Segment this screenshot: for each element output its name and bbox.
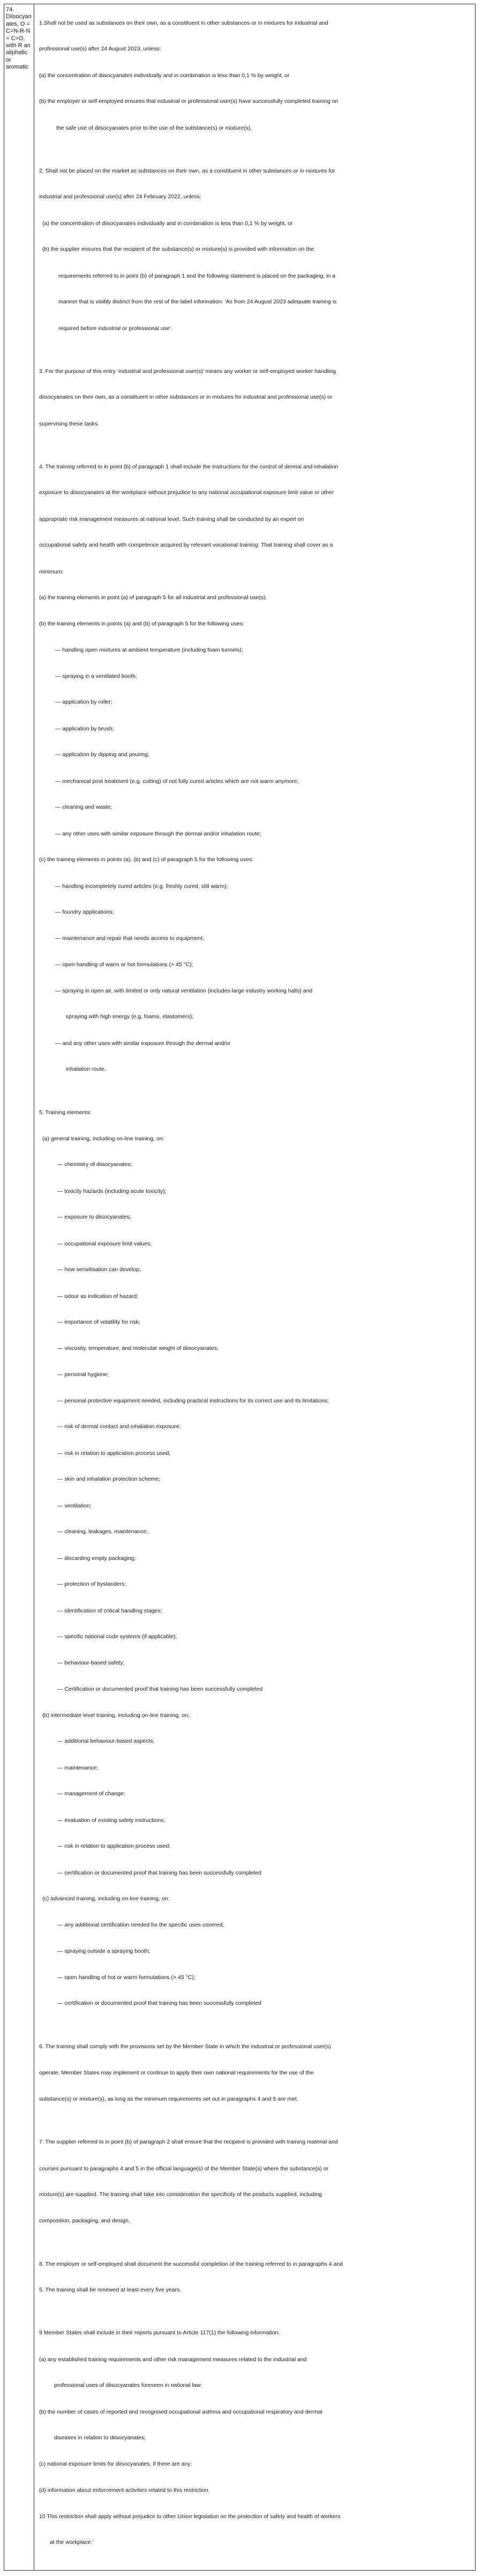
text-line: professional uses of diisocyanates foreseen in national law; <box>54 2382 202 2388</box>
text-line: diseases in relation to diisocyanates; <box>54 2435 146 2441</box>
text-line: — open handling of hot or warm formulations (> 45 °C); <box>57 1974 195 1981</box>
text-line: industrial and professional use(s) after 24 February 2022, unless: <box>39 193 201 200</box>
text-line: — handling open mixtures at ambient temperature (including foam tunnels); <box>55 647 243 653</box>
text-line: 4. The training referred to in point (b) of paragraph 1 shall include the instructions for the control of dermal and inhalation <box>39 464 338 470</box>
text-line: spraying with high energy (e.g. foams, elastomers); <box>66 1013 194 1020</box>
text-line: 5. The training shall be renewed at least every five years. <box>39 2287 182 2293</box>
text-line: — specific national code systems (if applicable); <box>57 1633 177 1640</box>
text-line: — maintenance and repair that needs access to equipment; <box>55 935 204 942</box>
text-line: 7. The supplier referred to in point (b) of paragraph 2 shall ensure that the recipient is provided with training material and <box>39 2139 338 2145</box>
text-line: — open handling of warm or hot formulations (> 45 °C); <box>55 961 193 968</box>
text-line: — mechanical post treatment (e.g. cutting) of not fully cured articles which are not warm anymore; <box>55 778 299 785</box>
text-line: (b) the number of cases of reported and recognised occupational asthma and occupational respiratory and dermal <box>39 2409 322 2415</box>
text-line: — application by roller; <box>55 699 112 705</box>
text-line: inhalation route. <box>66 1066 106 1072</box>
text-line: — importance of volatility for risk; <box>57 1319 140 1325</box>
text-line: operate. Member States may implement or continue to apply their own national requirements for the use of the <box>39 2070 314 2076</box>
text-line: — skin and inhalation protection scheme; <box>57 1476 161 1482</box>
text-line: supervising these tasks. <box>39 421 100 427</box>
text-line: — identification of critical handling stages; <box>57 1608 162 1614</box>
text-line: (a) the concentration of diisocyanates individually and in combination is less than 0,1 % by weight, or <box>39 72 290 79</box>
text-line: (c) advanced training, including on-line training, on: <box>42 1895 170 1902</box>
text-line: — handling incompletely cured articles (e.g. freshly cured, still warm); <box>55 883 228 890</box>
text-line: — additional behaviour-based aspects; <box>57 1738 155 1744</box>
text-line: 1.Shall not be used as substances on their own, as a constituent in other substances or in mixtures for industrial and <box>39 20 328 26</box>
text-line: — evaluation of existing safety instructions; <box>57 1817 165 1824</box>
entry-designation-cell <box>4 4 34 2570</box>
text-line: professional use(s) after 24 August 2023, unless: <box>39 46 161 52</box>
text-line: minimum: <box>39 569 64 575</box>
text-line: (a) the training elements in point (a) of paragraph 5 for all industrial and professional use(s). <box>39 594 267 601</box>
text-line: (b) the employer or self-employed ensures that industrial or professional user(s) have successfully completed training on <box>39 98 338 104</box>
text-line: — management of change; <box>57 1790 125 1797</box>
text-line: manner that is visibly distinct from the rest of the label information: ‘As from 24 August 2023 adequate training is <box>58 298 337 305</box>
text-line: requirements referred to in point (b) of paragraph 1 and the following statement is placed on the packaging, in a <box>58 273 336 279</box>
text-line: — cleaning and waste; <box>55 804 112 810</box>
text-line: — discarding empty packaging; <box>57 1555 136 1562</box>
text-line: — any additional certification needed for the specific uses covered; <box>57 1922 224 1928</box>
text-line: — application by dipping and pouring; <box>55 751 149 758</box>
text-line: (a) general training, including on-line training, on: <box>42 1136 164 1142</box>
text-line: — certification or documented proof that training has been successfully completed <box>57 2000 262 2006</box>
text-line: 10 This restriction shall apply without prejudice to other Union legislation on the protection of safety and health of workers <box>39 2513 341 2520</box>
text-line: (a) the concentration of diisocyanates individually and in combination is less than 0,1 % by weight, or <box>42 220 293 227</box>
text-line: diisocyanates on their own, as a constituent in other substances or in mixtures for industrial and professional use(s) or <box>39 394 333 400</box>
text-line: (b) intermediate level training, including on-line training, on: <box>42 1712 190 1719</box>
text-line: composition, packaging, and design. <box>39 2217 130 2224</box>
text-line: at the workplace.’ <box>50 2539 94 2545</box>
text-line: 3. For the purpose of this entry ‘industrial and professional user(s)’ means any worker or self-employed worker handling <box>39 368 336 375</box>
text-line: — spraying in open air, with limited or only natural ventilation (includes large industry working halls) and <box>55 988 313 994</box>
text-line: 2. Shall not be placed on the market as substances on their own, as a constituent in other substances or in mixtures for <box>39 168 335 174</box>
text-line: — toxicity hazards (including acute toxicity); <box>57 1188 167 1194</box>
text-line: — risk of dermal contact and inhalation exposure; <box>57 1423 181 1430</box>
text-line: — risk in relation to application process used; <box>57 1843 171 1849</box>
text-line: — personal hygiene; <box>57 1371 109 1378</box>
text-line: the safe use of diisocyanates prior to the use of the substance(s) or mixture(s). <box>56 125 252 131</box>
text-line: (b) the supplier ensures that the recipient of the substance(s) or mixture(s) is provided with information on the <box>42 246 314 252</box>
text-line: 6. The training shall comply with the provisions set by the Member State in which the industrial or professional user(s) <box>39 2043 331 2050</box>
text-line: — how sensitisation can develop; <box>57 1266 141 1273</box>
text-line: — cleaning, leakages, maintenance; <box>57 1528 148 1535</box>
text-line: required before industrial or professional use’. <box>58 325 173 332</box>
text-line: — application by brush; <box>55 726 114 732</box>
text-line: exposure to diisocyanates at the workplace without prejudice to any national occupational exposure limit value or other <box>39 489 334 496</box>
text-line: — protection of bystanders; <box>57 1581 126 1587</box>
text-line: 8. The employer or self-employed shall document the successful completion of the training referred to in paragraphs 4 and <box>39 2261 343 2267</box>
text-line: — odour as indication of hazard; <box>57 1293 139 1300</box>
restriction-entry-table <box>4 4 476 2571</box>
text-line: (a) any established training requirements and other risk management measures related to the industrial and <box>39 2356 307 2363</box>
text-line: — behaviour-based safety; <box>57 1660 125 1666</box>
text-line: — ventilation; <box>57 1503 92 1509</box>
text-line: 9 Member States shall include in their reports pursuant to Article 117(1) the following information: <box>39 2329 280 2336</box>
text-line: mixture(s) are supplied. The training shall take into consideration the specificity of the products supplied, including <box>39 2191 322 2198</box>
text-line: — and any other uses with similar exposure through the dermal and/or <box>55 1040 231 1047</box>
text-line: — maintenance; <box>57 1765 99 1771</box>
text-line: substance(s) or mixture(s), as long as the minimum requirements set out in paragraphs 4 and 5 are met. <box>39 2096 298 2102</box>
restriction-conditions-cell <box>35 4 475 2570</box>
text-line: — exposure to diisocyanates; <box>57 1214 131 1220</box>
text-line: — foundry applications; <box>55 909 114 915</box>
text-line: — risk in relation to application process used; <box>57 1450 171 1457</box>
text-line: — viscosity, temperature, and molecular weight of diisocyanates; <box>57 1345 219 1352</box>
text-line: (c) national exposure limits for diisocyanates, if there are any; <box>39 2461 192 2467</box>
text-line: — spraying outside a spraying booth; <box>57 1948 150 1954</box>
text-line: occupational safety and health with competence acquired by relevant vocational training. That training shall cover as a <box>39 542 333 548</box>
text-line: (d) information about enforcement activities related to this restriction. <box>39 2487 210 2493</box>
text-line: — any other uses with similar exposure through the dermal and/or inhalation route; <box>55 831 261 837</box>
text-line: — occupational exposure limit values; <box>57 1241 152 1247</box>
text-line: — personal protective equipment needed, including practical instructions for its correct use and its limitations; <box>57 1398 329 1404</box>
text-line: (b) the training elements in points (a) and (b) of paragraph 5 for the following uses: <box>39 621 244 627</box>
text-line: appropriate risk management measures at national level. Such training shall be conducted by an expert on <box>39 516 304 522</box>
text-line: — spraying in a ventilated booth; <box>55 673 137 680</box>
text-line: 5. Training elements: <box>39 1109 92 1116</box>
text-line: — certification or documented proof that training has been successfully completed <box>57 1870 262 1876</box>
text-line: courses pursuant to paragraphs 4 and 5 in the official language(s) of the Member State(s) where the substance(s) or <box>39 2166 329 2172</box>
text-line: — chemistry of diisocyanates; <box>57 1161 132 1168</box>
text-line: (c) the training elements in points (a), (b) and (c) of paragraph 5 for the following uses: <box>39 856 254 863</box>
text-line: — Certification or documented proof that training has been successfully completed <box>57 1686 263 1692</box>
entry-designation-text: 74. Diisocyanates, O = C=N-R-N = C=O, with R an aliphatic or aromatic <box>6 6 32 71</box>
